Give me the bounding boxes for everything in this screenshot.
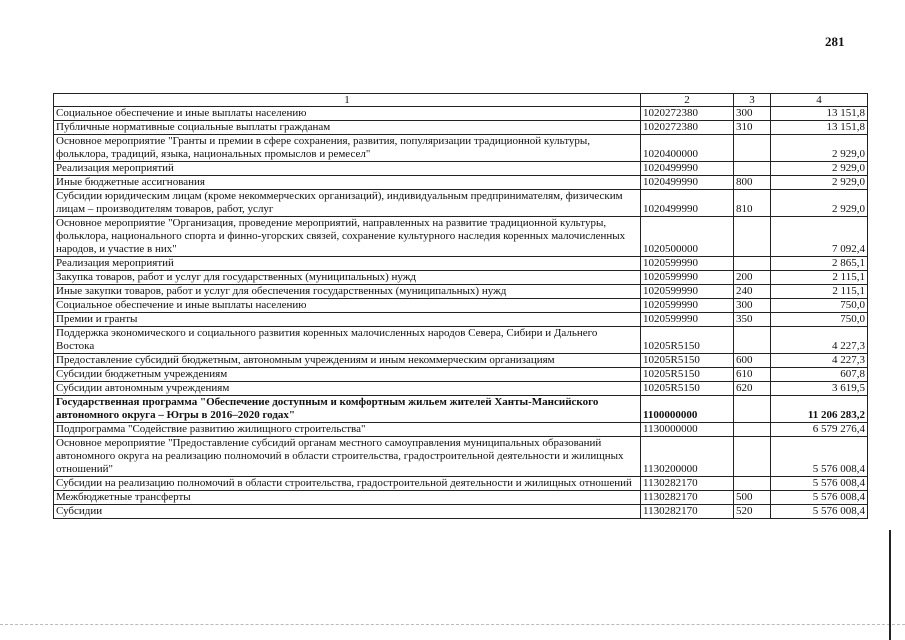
- row-code-cell: 1020599990: [641, 299, 734, 313]
- row-code-cell: 1020599990: [641, 257, 734, 271]
- row-name-cell: Основное мероприятие "Гранты и премии в сфере сохранения, развития, популяризации традиционной культуры, фольклора, традиций, языка, национальных промыслов и ремесел": [54, 135, 641, 162]
- row-code-cell: 1020272380: [641, 107, 734, 121]
- table-row: [54, 477, 868, 491]
- table-row: [54, 505, 868, 519]
- table-row: [54, 271, 868, 285]
- row-expense-type-cell: [734, 477, 771, 491]
- row-sum-cell: 4 227,3: [771, 354, 868, 368]
- row-expense-type-cell: 600: [734, 354, 771, 368]
- row-sum-cell: 4 227,3: [771, 327, 868, 354]
- row-name-cell: Межбюджетные трансферты: [54, 491, 641, 505]
- row-name-cell: Социальное обеспечение и иные выплаты населению: [54, 299, 641, 313]
- row-expense-type-cell: [734, 135, 771, 162]
- row-name-cell: Субсидии: [54, 505, 641, 519]
- row-expense-type-cell: 800: [734, 176, 771, 190]
- header-col-4: 4: [771, 94, 868, 107]
- row-sum-cell: 2 929,0: [771, 176, 868, 190]
- row-code-cell: 1020499990: [641, 176, 734, 190]
- row-sum-cell: 6 579 276,4: [771, 423, 868, 437]
- row-sum-cell: 11 206 283,2: [771, 396, 868, 423]
- table-row: [54, 423, 868, 437]
- row-name-cell: Поддержка экономического и социального развития коренных малочисленных народов Севера, Сибири и Дальнего Востока: [54, 327, 641, 354]
- row-name-cell: Премии и гранты: [54, 313, 641, 327]
- header-col-1: 1: [54, 94, 641, 107]
- row-expense-type-cell: 810: [734, 190, 771, 217]
- row-name-cell: Основное мероприятие "Организация, проведение мероприятий, направленных на развитие традиционной культуры, фольклора, национального спорта и финно-угорских связей, сохранение культурного наследия коренных малочисленных народов, и участие в них": [54, 217, 641, 257]
- header-col-2: 2: [641, 94, 734, 107]
- row-expense-type-cell: 300: [734, 299, 771, 313]
- table-row: [54, 396, 868, 423]
- row-code-cell: 1100000000: [641, 396, 734, 423]
- row-expense-type-cell: [734, 327, 771, 354]
- row-name-cell: Закупка товаров, работ и услуг для государственных (муниципальных) нужд: [54, 271, 641, 285]
- row-sum-cell: 607,8: [771, 368, 868, 382]
- scan-edge-mark: [889, 530, 891, 640]
- row-name-cell: Субсидии бюджетным учреждениям: [54, 368, 641, 382]
- table-row: [54, 313, 868, 327]
- row-sum-cell: 3 619,5: [771, 382, 868, 396]
- row-sum-cell: 2 929,0: [771, 135, 868, 162]
- row-code-cell: 1020599990: [641, 313, 734, 327]
- row-sum-cell: 2 929,0: [771, 162, 868, 176]
- row-expense-type-cell: 310: [734, 121, 771, 135]
- row-expense-type-cell: 350: [734, 313, 771, 327]
- table-row: [54, 327, 868, 354]
- row-expense-type-cell: [734, 396, 771, 423]
- row-code-cell: 1130282170: [641, 477, 734, 491]
- table-row: [54, 491, 868, 505]
- page-number: 281: [825, 34, 845, 49]
- row-expense-type-cell: 200: [734, 271, 771, 285]
- row-name-cell: Реализация мероприятий: [54, 257, 641, 271]
- budget-table: [53, 93, 868, 519]
- row-code-cell: 1020599990: [641, 285, 734, 299]
- row-sum-cell: 2 865,1: [771, 257, 868, 271]
- row-sum-cell: 5 576 008,4: [771, 491, 868, 505]
- row-code-cell: 1020499990: [641, 190, 734, 217]
- table-row: [54, 190, 868, 217]
- row-sum-cell: 5 576 008,4: [771, 477, 868, 491]
- row-code-cell: 1130000000: [641, 423, 734, 437]
- row-name-cell: Социальное обеспечение и иные выплаты населению: [54, 107, 641, 121]
- table-row: [54, 107, 868, 121]
- table-row: [54, 135, 868, 162]
- table-row: [54, 176, 868, 190]
- scan-artifact-line: [0, 624, 905, 626]
- row-name-cell: Основное мероприятие "Предоставление субсидий органам местного самоуправления муниципальных образований автономного округа на реализацию полномочий в области строительства, градостроительной деятельности и жилищных отношений": [54, 437, 641, 477]
- row-code-cell: 1020499990: [641, 162, 734, 176]
- row-expense-type-cell: [734, 217, 771, 257]
- row-sum-cell: 13 151,8: [771, 107, 868, 121]
- table-row: [54, 382, 868, 396]
- row-sum-cell: 2 115,1: [771, 285, 868, 299]
- row-sum-cell: 5 576 008,4: [771, 505, 868, 519]
- row-expense-type-cell: [734, 257, 771, 271]
- row-code-cell: 1020272380: [641, 121, 734, 135]
- table-row: [54, 299, 868, 313]
- row-code-cell: 10205R5150: [641, 368, 734, 382]
- table-row: [54, 257, 868, 271]
- row-code-cell: 1020500000: [641, 217, 734, 257]
- row-expense-type-cell: 610: [734, 368, 771, 382]
- row-sum-cell: 5 576 008,4: [771, 437, 868, 477]
- row-code-cell: 10205R5150: [641, 382, 734, 396]
- row-name-cell: Субсидии автономным учреждениям: [54, 382, 641, 396]
- row-code-cell: 1020400000: [641, 135, 734, 162]
- table-row: [54, 121, 868, 135]
- row-sum-cell: 2 929,0: [771, 190, 868, 217]
- row-code-cell: 1130200000: [641, 437, 734, 477]
- row-name-cell: Подпрограмма "Содействие развитию жилищного строительства": [54, 423, 641, 437]
- table-row: [54, 354, 868, 368]
- row-code-cell: 1130282170: [641, 491, 734, 505]
- row-code-cell: 10205R5150: [641, 327, 734, 354]
- row-sum-cell: 13 151,8: [771, 121, 868, 135]
- row-expense-type-cell: [734, 423, 771, 437]
- row-name-cell: Субсидии юридическим лицам (кроме некоммерческих организаций), индивидуальным предпринимателям, физическим лицам – производителям товаров, работ, услуг: [54, 190, 641, 217]
- row-expense-type-cell: 620: [734, 382, 771, 396]
- table-header-row: [54, 94, 868, 107]
- row-code-cell: 1130282170: [641, 505, 734, 519]
- row-expense-type-cell: [734, 162, 771, 176]
- header-col-3: 3: [734, 94, 771, 107]
- row-name-cell: Субсидии на реализацию полномочий в области строительства, градостроительной деятельности и жилищных отношений: [54, 477, 641, 491]
- row-sum-cell: 2 115,1: [771, 271, 868, 285]
- row-expense-type-cell: 520: [734, 505, 771, 519]
- row-name-cell: Государственная программа "Обеспечение доступным и комфортным жильем жителей Ханты-Мансийского автономного округа – Югры в 2016–2020 годах": [54, 396, 641, 423]
- row-expense-type-cell: [734, 437, 771, 477]
- row-sum-cell: 750,0: [771, 299, 868, 313]
- row-sum-cell: 7 092,4: [771, 217, 868, 257]
- row-expense-type-cell: 300: [734, 107, 771, 121]
- row-name-cell: Предоставление субсидий бюджетным, автономным учреждениям и иным некоммерческим организациям: [54, 354, 641, 368]
- table-row: [54, 162, 868, 176]
- table-row: [54, 437, 868, 477]
- table-row: [54, 368, 868, 382]
- row-name-cell: Иные закупки товаров, работ и услуг для обеспечения государственных (муниципальных) нужд: [54, 285, 641, 299]
- row-name-cell: Иные бюджетные ассигнования: [54, 176, 641, 190]
- row-sum-cell: 750,0: [771, 313, 868, 327]
- row-expense-type-cell: 500: [734, 491, 771, 505]
- row-name-cell: Публичные нормативные социальные выплаты гражданам: [54, 121, 641, 135]
- row-code-cell: 1020599990: [641, 271, 734, 285]
- table-row: [54, 285, 868, 299]
- row-name-cell: Реализация мероприятий: [54, 162, 641, 176]
- table-body: [54, 107, 868, 519]
- table-row: [54, 217, 868, 257]
- row-expense-type-cell: 240: [734, 285, 771, 299]
- row-code-cell: 10205R5150: [641, 354, 734, 368]
